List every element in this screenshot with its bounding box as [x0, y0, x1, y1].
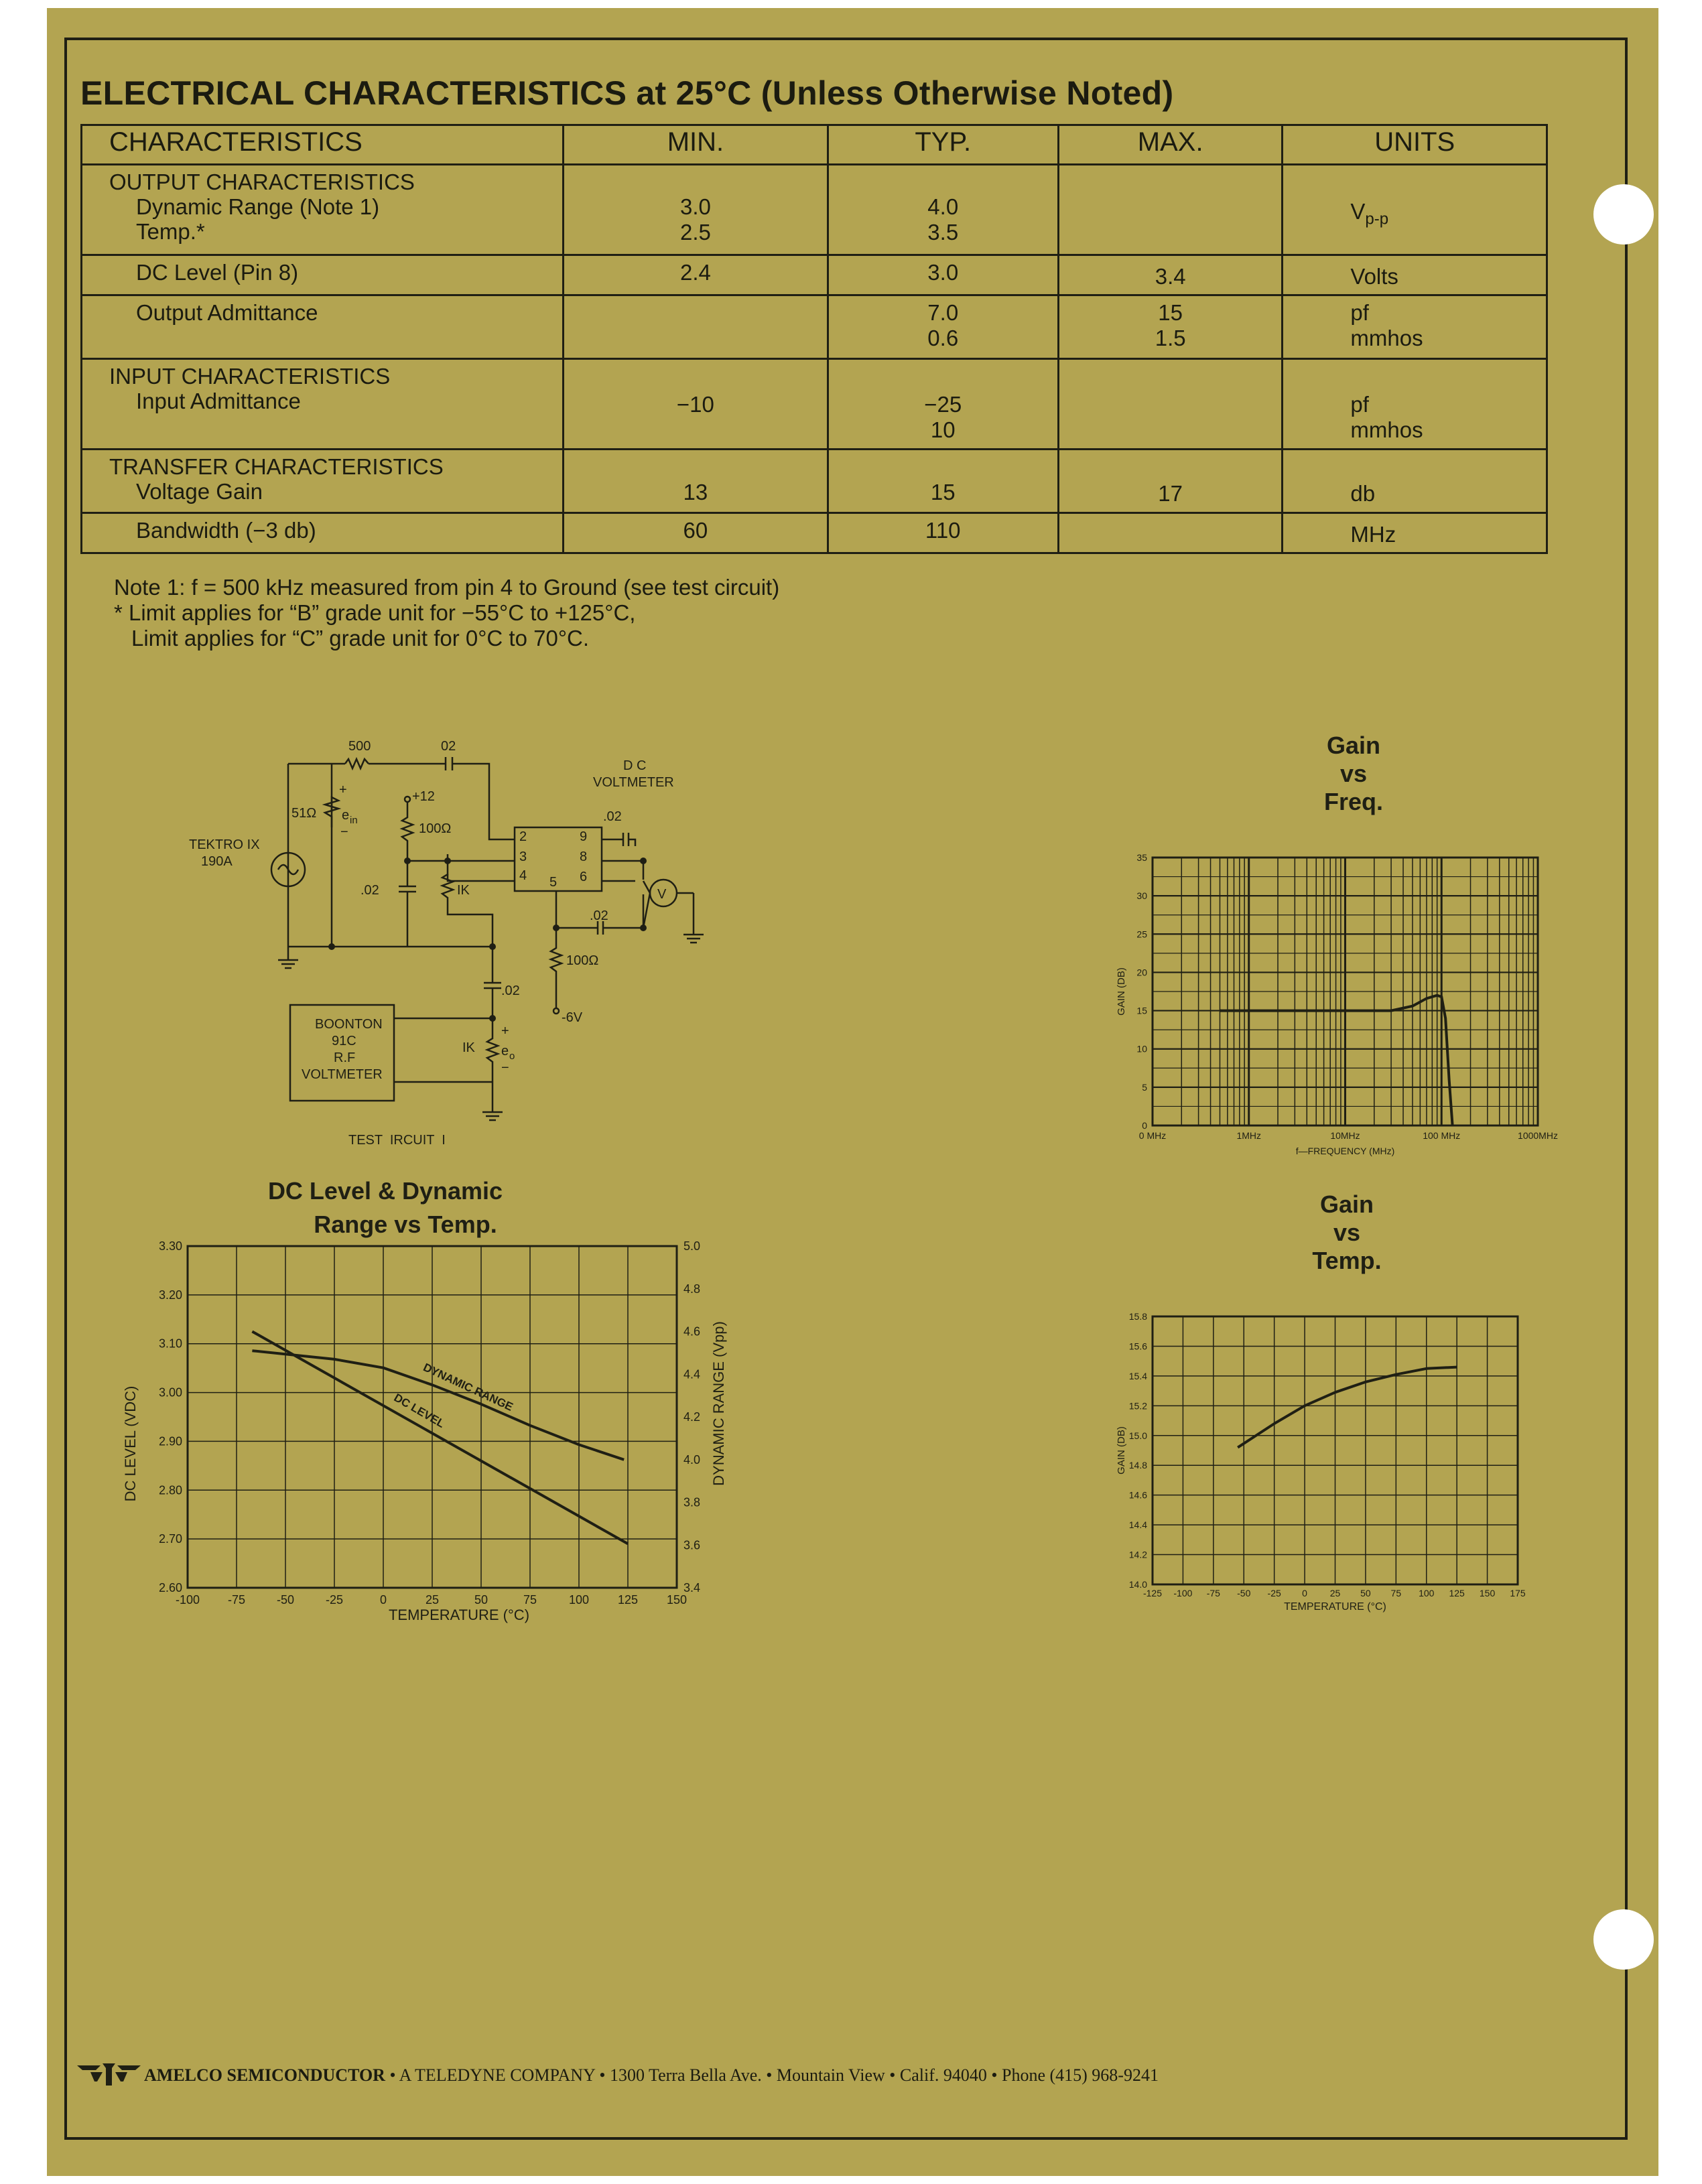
y-tick-label: 14.6	[1128, 1489, 1147, 1501]
y-tick-label: 15.0	[1128, 1430, 1147, 1441]
cell-value: 15	[828, 450, 1058, 513]
circuit-label: .02	[361, 883, 379, 898]
unit-value: V	[1350, 199, 1366, 224]
cell-value: −10	[564, 359, 828, 450]
table-header-row	[82, 125, 1547, 165]
chart-title: vs	[1339, 760, 1368, 787]
circuit-label: V	[657, 887, 667, 902]
table-row	[82, 165, 1547, 255]
y-tick-label: 14.2	[1128, 1549, 1147, 1560]
circuit-label: VOLTMETER	[593, 775, 674, 790]
circuit-label: 190A	[201, 854, 233, 869]
unit-value: mmhos	[1350, 326, 1423, 350]
circuit-label: −	[501, 1061, 509, 1075]
y-right-tick-label: 4.6	[683, 1324, 701, 1339]
y-tick-label: 2.60	[158, 1581, 182, 1594]
x-tick-label: -50	[276, 1593, 295, 1607]
y-tick-label: 14.8	[1128, 1460, 1147, 1471]
cell-value: 0.6	[927, 326, 959, 350]
circuit-label: 4	[519, 868, 527, 883]
chart-title: Gain	[1319, 1190, 1374, 1218]
circuit-label: 02	[441, 739, 456, 754]
y-right-tick-label: 3.8	[683, 1495, 701, 1509]
circuit-label: 5	[549, 875, 558, 890]
chart-title: Temp.	[1312, 1247, 1382, 1274]
circuit-label: +	[339, 782, 347, 797]
col-header: UNITS	[1283, 125, 1547, 165]
x-tick-label: 25	[425, 1593, 440, 1607]
note-line: * Limit applies for “B” grade unit for −55°C to +125°C,	[114, 600, 636, 625]
x-tick-label: 50	[1360, 1588, 1371, 1598]
y-tick-label: 15.2	[1128, 1400, 1147, 1412]
circuit-label: 51Ω	[291, 806, 317, 821]
y-tick-label: 2.90	[158, 1434, 182, 1448]
characteristics-table	[80, 124, 1548, 554]
x-tick-label: 0	[1302, 1588, 1307, 1598]
company-name: AMELCO SEMICONDUCTOR	[144, 2065, 385, 2085]
x-axis-label: f—FREQUENCY (MHz)	[1295, 1146, 1395, 1156]
y-right-axis-label: DYNAMIC RANGE (Vpp)	[710, 1321, 727, 1486]
x-tick-label: -50	[1237, 1588, 1251, 1598]
circuit-label: R.F	[334, 1050, 356, 1065]
x-tick-label: -100	[175, 1593, 200, 1607]
chart-title: Freq.	[1323, 788, 1384, 815]
y-axis-label: GAIN (DB)	[1116, 967, 1127, 1016]
x-tick-label: -75	[1206, 1588, 1220, 1598]
circuit-label: e	[501, 1044, 509, 1059]
circuit-label: IK	[462, 1040, 475, 1055]
cell-value: 60	[564, 513, 828, 553]
y-tick-label: 2.80	[158, 1483, 182, 1497]
cell-value: 17	[1058, 450, 1282, 513]
x-tick-label: -100	[1173, 1588, 1193, 1598]
gain-vs-freq-chart	[1112, 730, 1581, 1172]
section-label: INPUT CHARACTERISTICS	[109, 364, 391, 389]
x-tick-label: -75	[227, 1593, 246, 1607]
y-axis-label: GAIN (DB)	[1116, 1426, 1127, 1475]
cell-value	[1058, 165, 1282, 255]
circuit-label: 2	[519, 829, 527, 844]
circuit-label: 3	[519, 849, 527, 864]
note-line: Limit applies for “C” grade unit for 0°C to 70°C.	[131, 626, 590, 651]
circuit-label: 6	[580, 870, 588, 884]
table-row	[82, 295, 1547, 359]
series-label: DYNAMIC RANGE	[421, 1361, 515, 1414]
table-row	[82, 255, 1547, 295]
unit-value: pf	[1350, 300, 1369, 325]
y-tick-label: 5	[1142, 1081, 1147, 1093]
x-tick-label: -125	[1142, 1588, 1163, 1598]
y-tick-label: 0	[1142, 1120, 1147, 1131]
chart-title: Range vs Temp.	[314, 1211, 497, 1238]
table-row	[82, 513, 1547, 553]
chart-title: vs	[1333, 1219, 1361, 1246]
x-tick-label: 0	[379, 1593, 387, 1607]
circuit-label: .02	[603, 809, 622, 824]
series-line	[252, 1332, 628, 1544]
unit-value: db	[1283, 450, 1547, 513]
y-tick-label: 14.0	[1128, 1579, 1147, 1590]
x-tick-label: 1000MHz	[1518, 1130, 1558, 1141]
circuit-label: D C	[623, 758, 647, 773]
x-tick-label: 125	[617, 1593, 639, 1607]
unit-subscript: p-p	[1365, 210, 1389, 228]
circuit-label: 8	[580, 849, 588, 864]
cell-value	[564, 295, 828, 359]
unit-value: mmhos	[1350, 417, 1423, 442]
y-tick-label: 3.00	[158, 1385, 182, 1400]
table-row	[82, 450, 1547, 513]
circuit-label: 100Ω	[419, 821, 452, 836]
x-axis-label: TEMPERATURE (°C)	[388, 1607, 530, 1623]
footer	[144, 2065, 1159, 2086]
x-tick-label: 150	[666, 1593, 688, 1607]
y-tick-label: 15.6	[1128, 1341, 1147, 1352]
circuit-label: in	[350, 815, 358, 826]
cell-value: 3.0	[679, 194, 711, 219]
row-label: Input Admittance	[136, 389, 301, 413]
circuit-label: TEKTRO IX	[189, 837, 260, 852]
col-header: TYP.	[828, 125, 1058, 165]
x-tick-label: 100	[1419, 1588, 1435, 1598]
y-tick-label: 25	[1136, 929, 1147, 940]
col-header: MIN.	[564, 125, 828, 165]
unit-value: MHz	[1283, 513, 1547, 553]
y-tick-label: 15	[1136, 1005, 1147, 1016]
col-header: MAX.	[1058, 125, 1282, 165]
company-address: • A TELEDYNE COMPANY • 1300 Terra Bella Ave. • Mountain View • Calif. 94040 • Phone (415) 968-9241	[385, 2065, 1159, 2085]
x-tick-label: 50	[474, 1593, 488, 1607]
y-right-tick-label: 3.4	[683, 1581, 701, 1594]
x-tick-label: 100	[568, 1593, 590, 1607]
x-tick-label: 175	[1510, 1588, 1526, 1598]
x-tick-label: 100 MHz	[1423, 1130, 1461, 1141]
section-label: OUTPUT CHARACTERISTICS	[109, 169, 415, 194]
x-tick-label: 150	[1479, 1588, 1496, 1598]
y-tick-label: 15.8	[1128, 1311, 1147, 1322]
circuit-label: VOLTMETER	[302, 1067, 383, 1082]
col-header: CHARACTERISTICS	[82, 125, 564, 165]
gain-vs-temp-chart	[1112, 1189, 1581, 1631]
y-right-tick-label: 4.8	[683, 1282, 701, 1296]
test-circuit-diagram	[181, 734, 704, 1149]
circuit-label: +12	[412, 789, 435, 804]
y-right-tick-label: 4.0	[683, 1452, 701, 1466]
circuit-label: IK	[457, 883, 470, 898]
circuit-label: 9	[580, 829, 588, 844]
cell-value: 1.5	[1155, 326, 1186, 350]
dc-level-dynamic-range-chart	[121, 1166, 744, 1635]
cell-value: 3.4	[1058, 255, 1282, 295]
y-axis-label: DC LEVEL (VDC)	[122, 1385, 139, 1502]
row-label: DC Level (Pin 8)	[136, 260, 299, 285]
x-axis-label: TEMPERATURE (°C)	[1284, 1601, 1386, 1613]
cell-value	[1058, 513, 1282, 553]
y-tick-label: 3.10	[158, 1337, 182, 1351]
cell-value: 3.5	[927, 220, 959, 245]
x-tick-label: 10MHz	[1330, 1130, 1360, 1141]
y-tick-label: 15.4	[1128, 1370, 1147, 1381]
row-label: Bandwidth (−3 db)	[136, 518, 316, 543]
cell-value: 2.4	[564, 255, 828, 295]
cell-value: 7.0	[927, 300, 959, 325]
cell-value: 15	[1158, 300, 1183, 325]
chart-title: DC Level & Dynamic	[267, 1177, 503, 1205]
series-label: DC LEVEL	[391, 1391, 447, 1430]
page-title: ELECTRICAL CHARACTERISTICS at 25°C (Unless Otherwise Noted)	[80, 74, 1174, 112]
circuit-label: o	[509, 1050, 515, 1062]
y-right-tick-label: 4.2	[683, 1410, 701, 1424]
cell-value	[1058, 359, 1282, 450]
circuit-label: e	[342, 808, 350, 823]
y-tick-label: 2.70	[158, 1532, 182, 1546]
row-label: Output Admittance	[136, 300, 318, 325]
y-tick-label: 10	[1136, 1043, 1147, 1054]
cell-value: 13	[564, 450, 828, 513]
circuit-label: 91C	[332, 1034, 356, 1048]
x-tick-label: 1MHz	[1236, 1130, 1262, 1141]
x-tick-label: 125	[1449, 1588, 1465, 1598]
y-tick-label: 3.20	[158, 1288, 182, 1302]
circuit-label: 500	[348, 739, 371, 754]
circuit-caption: TEST IRCUIT I	[348, 1133, 446, 1148]
circuit-label: +	[501, 1024, 509, 1038]
x-tick-label: -25	[1267, 1588, 1281, 1598]
unit-value: pf	[1350, 392, 1369, 417]
y-tick-label: 20	[1136, 967, 1147, 978]
cell-value: 110	[828, 513, 1058, 553]
note-line: Note 1: f = 500 kHz measured from pin 4 to Ground (see test circuit)	[114, 575, 780, 600]
x-tick-label: 0 MHz	[1138, 1130, 1167, 1141]
cell-value: 3.0	[828, 255, 1058, 295]
y-tick-label: 14.4	[1128, 1519, 1147, 1531]
y-right-tick-label: 5.0	[683, 1239, 701, 1253]
chart-title: Gain	[1326, 732, 1381, 759]
unit-value: Volts	[1283, 255, 1547, 295]
row-label: Dynamic Range (Note 1)	[136, 194, 380, 219]
table-row	[82, 359, 1547, 450]
x-tick-label: 75	[523, 1593, 537, 1607]
y-tick-label: 35	[1136, 852, 1147, 863]
y-right-tick-label: 4.4	[683, 1367, 701, 1381]
cell-value: 4.0	[927, 194, 959, 219]
punch-hole-bottom	[1593, 1909, 1654, 1970]
circuit-label: −	[340, 825, 348, 839]
x-tick-label: 25	[1329, 1588, 1341, 1598]
cell-value: 10	[930, 417, 956, 442]
circuit-label: BOONTON	[315, 1017, 383, 1032]
x-tick-label: -25	[325, 1593, 344, 1607]
section-label: TRANSFER CHARACTERISTICS	[109, 454, 444, 479]
y-tick-label: 3.30	[158, 1239, 182, 1253]
circuit-label: .02	[590, 908, 608, 923]
row-label: Temp.*	[136, 219, 205, 244]
punch-hole-top	[1593, 184, 1654, 245]
cell-value: −25	[924, 392, 962, 417]
cell-value: 2.5	[679, 220, 711, 245]
circuit-label: -6V	[562, 1010, 583, 1025]
table-notes	[114, 575, 779, 651]
circuit-label: 100Ω	[566, 953, 599, 968]
y-tick-label: 30	[1136, 890, 1147, 902]
y-right-tick-label: 3.6	[683, 1538, 701, 1552]
row-label: Voltage Gain	[136, 479, 263, 504]
x-tick-label: 75	[1390, 1588, 1402, 1598]
circuit-label: .02	[501, 983, 520, 998]
teledyne-logo	[77, 2060, 141, 2087]
